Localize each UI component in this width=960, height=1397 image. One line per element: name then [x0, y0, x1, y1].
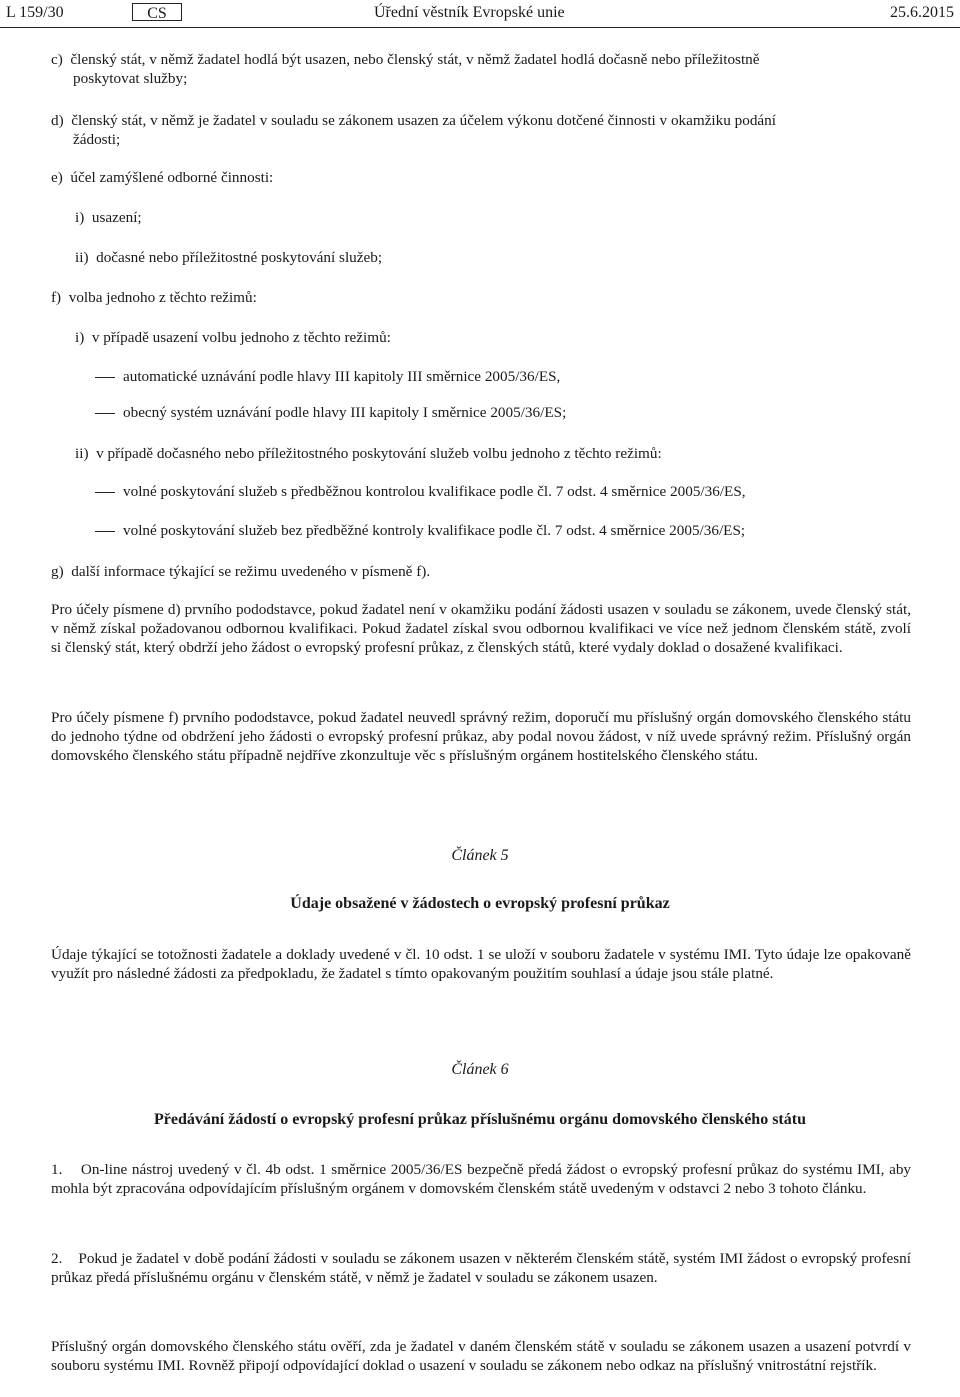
- paragraph-text: Pokud je žadatel v době podání žádosti v souladu se zákonem usazen v některém členském státě, systém IMI žádost o evropský profesní průkaz předá příslušnému orgánu v členském státě, v němž je žadatel v souladu se zákonem usazen.: [51, 1250, 911, 1286]
- page-header: [0, 0, 960, 30]
- article-title: Předávání žádostí o evropský profesní průkaz příslušnému orgánu domovského členského státu: [154, 1111, 806, 1128]
- item-text: usazení;: [91, 209, 142, 226]
- article-title: Údaje obsažené v žádostech o evropský profesní průkaz: [290, 895, 670, 912]
- item-label: c): [51, 51, 63, 68]
- item-text-cont: poskytovat služby;: [73, 70, 188, 87]
- list-item-e-ii: [75, 248, 935, 267]
- item-text-cont: žádosti;: [73, 131, 121, 148]
- list-item-c: [51, 50, 911, 88]
- dash-item: automatické uznávání podle hlavy III kapitoly III směrnice 2005/36/ES,: [123, 368, 561, 385]
- item-label: e): [51, 169, 63, 186]
- item-label: i): [75, 329, 85, 346]
- language-badge: CS: [132, 3, 182, 21]
- dash-marker: [95, 377, 115, 378]
- paragraph-number: 2.: [51, 1250, 63, 1267]
- journal-title: Úřední věstník Evropské unie: [374, 4, 565, 21]
- item-label: f): [51, 289, 62, 306]
- article-number: Článek 6: [451, 1061, 509, 1078]
- item-text: členský stát, v němž je žadatel v souladu se zákonem usazen za účelem výkonu dotčené činnosti v okamžiku podání: [71, 112, 776, 129]
- list-item-f-ii: [75, 444, 935, 463]
- dash-marker: [95, 531, 115, 532]
- dash-item: volné poskytování služeb s předběžnou kontrolou kvalifikace podle čl. 7 odst. 4 směrnice 2005/36/ES,: [123, 483, 746, 500]
- item-text: další informace týkající se režimu uvedeného v písmeně f).: [71, 563, 431, 580]
- numbered-paragraph: [51, 1160, 911, 1198]
- item-text: účel zamýšlené odborné činnosti:: [70, 169, 274, 186]
- list-item-d: [51, 111, 911, 149]
- header-rule: [0, 27, 960, 28]
- item-text: volba jednoho z těchto režimů:: [68, 289, 257, 306]
- list-item-g: [51, 562, 911, 581]
- dash-item: volné poskytování služeb bez předběžné kontroly kvalifikace podle čl. 7 odst. 4 směrnice 2005/36/ES;: [123, 522, 746, 539]
- paragraph-number: 1.: [51, 1161, 63, 1178]
- item-text: v případě dočasného nebo příležitostného poskytování služeb volbu jednoho z těchto režimů:: [96, 445, 662, 462]
- dash-marker: [95, 492, 115, 493]
- item-text: dočasné nebo příležitostné poskytování služeb;: [96, 249, 383, 266]
- item-label: d): [51, 112, 64, 129]
- paragraph: Údaje týkající se totožnosti žadatele a doklady uvedené v čl. 10 odst. 1 se uloží v souboru žadatele v systému IMI. Tyto údaje lze opakovaně využít pro následné žádosti za předpokladu, že žadatel s tímto opakovaným použitím souhlasí a údaje jsou stále platné.: [51, 946, 911, 982]
- item-label: ii): [75, 445, 89, 462]
- list-item-f: [51, 288, 911, 307]
- numbered-paragraph: [51, 1249, 911, 1287]
- paragraph-text: On-line nástroj uvedený v čl. 4b odst. 1 směrnice 2005/36/ES bezpečně předá žádost o evropský profesní průkaz do systému IMI, aby mohla být zpracována odpovídajícím příslušným orgánem v domovském členském státě uvedeným v odstavci 2 nebo 3 tohoto článku.: [51, 1161, 912, 1197]
- item-label: ii): [75, 249, 89, 266]
- dash-item: obecný systém uznávání podle hlavy III kapitoly I směrnice 2005/36/ES;: [123, 404, 567, 421]
- list-item-e: [51, 168, 911, 187]
- list-item-f-i: [75, 328, 935, 347]
- publication-date: 25.6.2015: [890, 4, 954, 21]
- article-number: Článek 5: [451, 847, 509, 864]
- paragraph: Pro účely písmene f) prvního pododstavce, pokud žadatel neuvedl správný režim, doporučí mu příslušný orgán domovského členského státu do jednoho týdne od obdržení jeho žádosti o evropský profesní průkaz, aby podal novou žádost, v níž uvede správný režim. Příslušný orgán domovského členského státu případně nejdříve zkonzultuje věc s příslušným orgánem hostitelského členského státu.: [51, 709, 911, 764]
- item-text: členský stát, v němž žadatel hodlá být usazen, nebo členský stát, v němž žadatel hodlá dočasně nebo příležitostně: [70, 51, 760, 68]
- page-reference: L 159/30: [6, 4, 64, 21]
- paragraph: Pro účely písmene d) prvního pododstavce, pokud žadatel není v okamžiku podání žádosti usazen v souladu se zákonem, uvede členský stát, v němž získal požadovanou odbornou kvalifikaci. Pokud žadatel získal svou odbornou kvalifikaci ve více než jednom členském státě, zvolí si členský stát, který obdrží jeho žádost o evropský profesní průkaz, z členských států, které vydaly doklad o dosažené kvalifikaci.: [51, 601, 911, 656]
- item-label: g): [51, 563, 64, 580]
- paragraph: Příslušný orgán domovského členského státu ověří, zda je žadatel v daném členském státě v souladu se zákonem usazen a usazení potvrdí v souboru systému IMI. Rovněž připojí odpovídající doklad o usazení v souladu se zákonem nebo odkaz na příslušný vnitrostátní rejstřík.: [51, 1338, 911, 1374]
- list-item-e-i: [75, 208, 935, 227]
- dash-marker: [95, 413, 115, 414]
- item-label: i): [75, 209, 85, 226]
- item-text: v případě usazení volbu jednoho z těchto režimů:: [91, 329, 391, 346]
